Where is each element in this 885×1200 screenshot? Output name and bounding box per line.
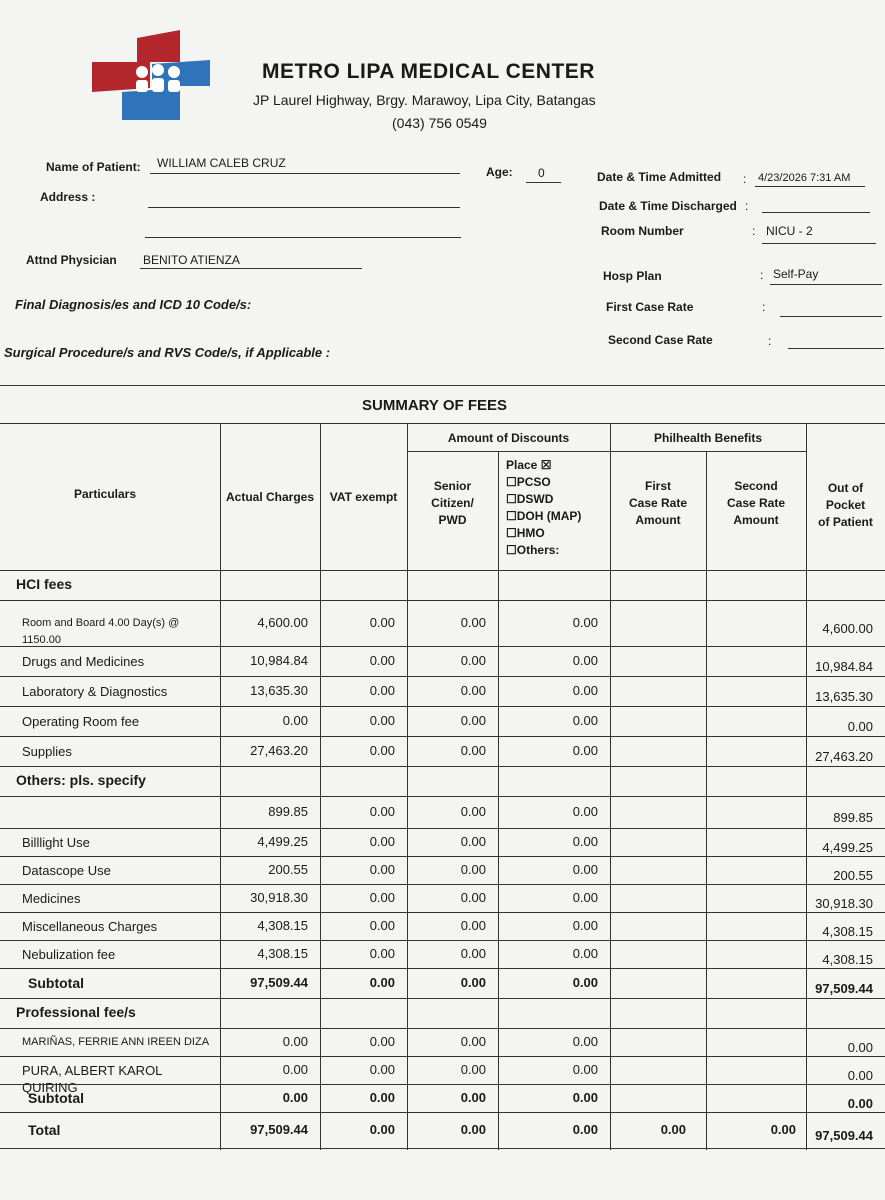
- other-row-senior: 0.00: [460, 804, 486, 819]
- other-row-name: Medicines: [22, 891, 81, 906]
- other-row-senior: 0.00: [460, 862, 486, 877]
- room-colon: :: [752, 224, 756, 238]
- age-line: [526, 182, 561, 183]
- other-row-actual: 4,308.15: [257, 918, 308, 933]
- prof-row-actual: 0.00: [282, 1062, 308, 1077]
- row-line: [0, 884, 885, 885]
- surgical-label: Surgical Procedure/s and RVS Code/s, if Applicable :: [4, 345, 331, 360]
- other-row-pocket: 4,308.15: [822, 952, 873, 967]
- hci-row-vat: 0.00: [369, 713, 395, 728]
- row-line: [0, 940, 885, 941]
- total-row-pocket: 97,509.44: [815, 1128, 873, 1143]
- address-line-2: [145, 237, 461, 238]
- hci-subtotal-vat: 0.00: [369, 975, 395, 990]
- other-row-actual: 30,918.30: [250, 890, 308, 905]
- section-label: HCI fees: [16, 576, 73, 592]
- hospital-address: JP Laurel Highway, Brgy. Marawoy, Lipa City, Batangas: [253, 92, 596, 108]
- row-line: [0, 1056, 885, 1057]
- total-row-vat: 0.00: [369, 1122, 395, 1137]
- other-row-senior: 0.00: [460, 834, 486, 849]
- hci-row-place: 0.00: [572, 713, 598, 728]
- hci-subtotal-pocket: 97,509.44: [815, 981, 873, 996]
- other-row-actual: 899.85: [268, 804, 308, 819]
- other-row-pocket: 200.55: [833, 868, 873, 883]
- room-line: [762, 243, 876, 244]
- patient-name: WILLIAM CALEB CRUZ: [157, 156, 286, 170]
- other-row-name: Datascope Use: [22, 863, 111, 878]
- total-row-second: 0.00: [770, 1122, 796, 1137]
- hci-row-name: Drugs and Medicines: [22, 654, 145, 669]
- other-row-senior: 0.00: [460, 946, 486, 961]
- discharged-colon: :: [745, 199, 749, 213]
- hci-row-pocket: 10,984.84: [815, 659, 873, 674]
- prof-subtotal-name: Subtotal: [28, 1090, 84, 1106]
- hci-row-vat: 0.00: [369, 653, 395, 668]
- room-label: Room Number: [601, 224, 684, 238]
- first-case-label: First Case Rate: [606, 300, 694, 314]
- discharged-label: Date & Time Discharged: [599, 199, 737, 213]
- prof-row-vat: 0.00: [369, 1034, 395, 1049]
- prof-row-senior: 0.00: [460, 1062, 486, 1077]
- row-line: [0, 1148, 885, 1149]
- summary-top-border: [0, 385, 885, 386]
- row-line: [0, 828, 885, 829]
- other-row-place: 0.00: [572, 946, 598, 961]
- hospital-name: METRO LIPA MEDICAL CENTER: [262, 60, 595, 83]
- admitted-line: [755, 186, 865, 187]
- other-row-vat: 0.00: [369, 862, 395, 877]
- header-discounts: Amount of Discounts: [447, 431, 570, 445]
- row-line: [0, 1028, 885, 1029]
- prof-row-vat: 0.00: [369, 1062, 395, 1077]
- column-divider: [610, 423, 611, 1150]
- row-line: [0, 1112, 885, 1113]
- admitted-colon: :: [743, 172, 747, 186]
- plan-colon: :: [760, 268, 764, 282]
- hci-row-place: 0.00: [572, 615, 598, 630]
- row-line: [0, 856, 885, 857]
- other-row-pocket: 4,308.15: [822, 924, 873, 939]
- header-second-case: Second Case Rate Amount: [726, 479, 786, 527]
- total-row-first: 0.00: [660, 1122, 686, 1137]
- prof-row-place: 0.00: [572, 1062, 598, 1077]
- prof-row-name: PURA, ALBERT KAROL QUIRING: [22, 1063, 162, 1095]
- hci-row-actual: 10,984.84: [250, 653, 308, 668]
- row-line: [0, 766, 885, 767]
- hospital-logo: [92, 30, 210, 120]
- header-particulars: Particulars: [73, 487, 137, 501]
- address-line-1: [148, 207, 460, 208]
- other-row-pocket: 4,499.25: [822, 840, 873, 855]
- section-label: Others: pls. specify: [16, 772, 146, 788]
- second-case-colon: :: [768, 334, 772, 348]
- hci-row-senior: 0.00: [460, 683, 486, 698]
- hci-subtotal-place: 0.00: [572, 975, 598, 990]
- second-case-label: Second Case Rate: [608, 333, 713, 347]
- hci-row-actual: 0.00: [282, 713, 308, 728]
- hospital-phone: (043) 756 0549: [392, 115, 487, 131]
- admitted-label: Date & Time Admitted: [597, 170, 722, 184]
- table-header-top: [0, 423, 885, 424]
- hci-row-actual: 27,463.20: [250, 743, 308, 758]
- other-row-vat: 0.00: [369, 946, 395, 961]
- other-row-pocket: 899.85: [833, 810, 873, 825]
- prof-subtotal-actual: 0.00: [282, 1090, 308, 1105]
- prof-row-place: 0.00: [572, 1034, 598, 1049]
- hci-row-senior: 0.00: [460, 653, 486, 668]
- row-line: [0, 1084, 885, 1085]
- row-line: [0, 646, 885, 647]
- header-vat: VAT exempt: [329, 490, 398, 504]
- other-row-vat: 0.00: [369, 918, 395, 933]
- hci-row-name: Laboratory & Diagnostics: [22, 684, 168, 699]
- other-row-actual: 4,499.25: [257, 834, 308, 849]
- prof-subtotal-senior: 0.00: [460, 1090, 486, 1105]
- hci-row-place: 0.00: [572, 743, 598, 758]
- discount-header-line: [407, 451, 806, 452]
- other-row-vat: 0.00: [369, 834, 395, 849]
- row-line: [0, 998, 885, 999]
- prof-subtotal-vat: 0.00: [369, 1090, 395, 1105]
- hci-row-vat: 0.00: [369, 743, 395, 758]
- row-line: [0, 796, 885, 797]
- row-line: [0, 676, 885, 677]
- other-row-senior: 0.00: [460, 890, 486, 905]
- diagnosis-label: Final Diagnosis/es and ICD 10 Code/s:: [15, 297, 252, 312]
- column-divider: [706, 451, 707, 1150]
- second-case-line: [788, 348, 884, 349]
- header-place: Place ☒ ☐PCSO ☐DSWD ☐DOH (MAP) ☐HMO ☐Others:: [506, 458, 582, 557]
- hci-subtotal-actual: 97,509.44: [250, 975, 308, 990]
- prof-row-name: MARIÑAS, FERRIE ANN IREEN DIZA: [22, 1036, 210, 1048]
- other-row-place: 0.00: [572, 834, 598, 849]
- address-label: Address :: [40, 190, 96, 204]
- other-row-place: 0.00: [572, 890, 598, 905]
- admitted-value: 4/23/2026 7:31 AM: [758, 172, 851, 184]
- hci-row-name: Operating Room fee: [22, 714, 140, 729]
- discharged-line: [762, 212, 870, 213]
- other-row-name: Billlight Use: [22, 835, 90, 850]
- hci-row-vat: 0.00: [369, 683, 395, 698]
- prof-row-pocket: 0.00: [847, 1068, 873, 1083]
- hci-row-senior: 0.00: [460, 743, 486, 758]
- patient-name-line: [150, 173, 460, 174]
- hci-row-name: Room and Board 4.00 Day(s) @ 1150.00: [22, 617, 180, 646]
- row-line: [0, 600, 885, 601]
- physician-line: [140, 268, 362, 269]
- header-first-case: First Case Rate Amount: [628, 479, 688, 527]
- other-row-name: Nebulization fee: [22, 947, 116, 962]
- header-philhealth: Philhealth Benefits: [653, 431, 763, 445]
- total-row-senior: 0.00: [460, 1122, 486, 1137]
- hci-row-pocket: 4,600.00: [822, 621, 873, 636]
- row-line: [0, 912, 885, 913]
- physician-name: BENITO ATIENZA: [143, 253, 240, 267]
- summary-title: SUMMARY OF FEES: [362, 397, 508, 414]
- plan-value: Self-Pay: [773, 267, 819, 281]
- header-actual: Actual Charges: [225, 490, 315, 504]
- physician-label: Attnd Physician: [26, 253, 117, 267]
- hci-row-pocket: 27,463.20: [815, 749, 873, 764]
- prof-row-senior: 0.00: [460, 1034, 486, 1049]
- row-line: [0, 736, 885, 737]
- hci-row-senior: 0.00: [460, 615, 486, 630]
- hci-row-actual: 13,635.30: [250, 683, 308, 698]
- other-row-senior: 0.00: [460, 918, 486, 933]
- total-row-place: 0.00: [572, 1122, 598, 1137]
- row-line: [0, 706, 885, 707]
- prof-subtotal-pocket: 0.00: [847, 1096, 873, 1111]
- row-line: [0, 570, 885, 571]
- prof-row-pocket: 0.00: [847, 1040, 873, 1055]
- hci-subtotal-senior: 0.00: [460, 975, 486, 990]
- total-row-name: Total: [28, 1122, 61, 1138]
- total-row-actual: 97,509.44: [250, 1122, 308, 1137]
- hci-row-place: 0.00: [572, 653, 598, 668]
- first-case-line: [780, 316, 882, 317]
- other-row-actual: 200.55: [268, 862, 308, 877]
- hci-subtotal-name: Subtotal: [28, 975, 84, 991]
- prof-row-actual: 0.00: [282, 1034, 308, 1049]
- row-line: [0, 968, 885, 969]
- hci-row-pocket: 0.00: [847, 719, 873, 734]
- hci-row-senior: 0.00: [460, 713, 486, 728]
- patient-age: 0: [538, 166, 545, 180]
- header-pocket: Out of Pocket of Patient: [818, 481, 873, 529]
- plan-line: [770, 284, 882, 285]
- hci-row-actual: 4,600.00: [257, 615, 308, 630]
- patient-name-label: Name of Patient:: [46, 160, 141, 174]
- hci-row-name: Supplies: [22, 744, 72, 759]
- other-row-place: 0.00: [572, 918, 598, 933]
- hci-row-place: 0.00: [572, 683, 598, 698]
- other-row-pocket: 30,918.30: [815, 896, 873, 911]
- age-label: Age:: [486, 165, 513, 179]
- hci-row-vat: 0.00: [369, 615, 395, 630]
- first-case-colon: :: [762, 300, 766, 314]
- other-row-actual: 4,308.15: [257, 946, 308, 961]
- other-row-place: 0.00: [572, 804, 598, 819]
- hci-row-pocket: 13,635.30: [815, 689, 873, 704]
- plan-label: Hosp Plan: [603, 269, 662, 283]
- prof-subtotal-place: 0.00: [572, 1090, 598, 1105]
- other-row-vat: 0.00: [369, 804, 395, 819]
- other-row-place: 0.00: [572, 862, 598, 877]
- room-value: NICU - 2: [766, 224, 813, 238]
- other-row-name: Miscellaneous Charges: [22, 919, 158, 934]
- section-label: Professional fee/s: [16, 1004, 136, 1020]
- header-senior: Senior Citizen/ PWD: [431, 479, 474, 527]
- other-row-vat: 0.00: [369, 890, 395, 905]
